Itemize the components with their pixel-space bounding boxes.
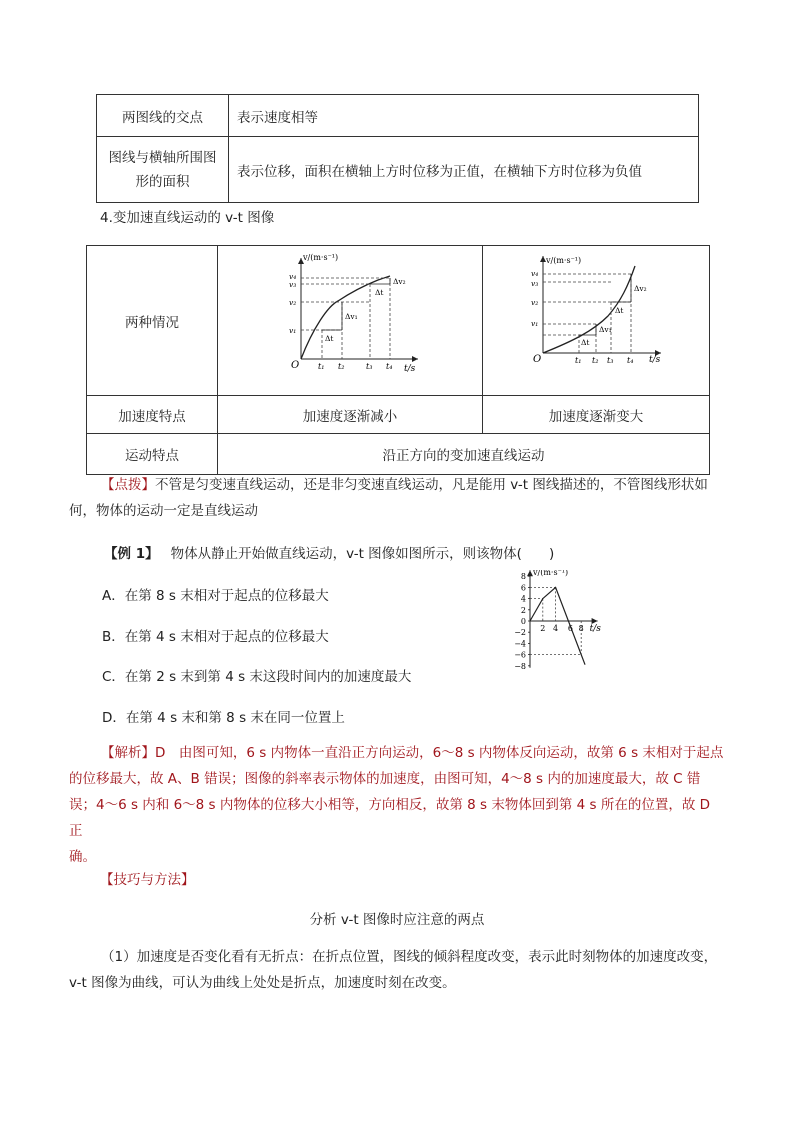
table2-row1-label: 两种情况 (87, 246, 218, 396)
variable-acceleration-table (86, 245, 710, 475)
subtitle: 分析 v-t 图像时应注意的两点 (309, 912, 485, 928)
x-tick-t2: t₂ (592, 356, 599, 365)
tip-paragraph: 【点拨】不管是匀变速直线运动，还是非匀变速直线运动，凡是能用 v-t 图线描述的，不管图线形状如 何，物体的运动一定是直线运动 (69, 477, 708, 519)
graph-cell-increasing (483, 246, 710, 396)
example-y-axis-label: v/(m·s⁻¹) (533, 570, 569, 578)
x-tick-t1: t₁ (318, 362, 325, 371)
table1-row1-desc: 表示速度相等 (229, 95, 699, 137)
example-tag: 【例 1】 (104, 546, 159, 562)
y-tick-v3: v₃ (531, 279, 539, 288)
delta-v1-label: Δv₁ (345, 312, 358, 321)
intersection-area-table (96, 94, 699, 203)
y-tick-v3: v₃ (289, 280, 297, 289)
x-tick-t3: t₃ (366, 362, 373, 371)
analysis-tag: 【解析】 (101, 745, 155, 761)
x-tick-t4: t₄ (386, 362, 393, 371)
table2-row2-left: 加速度逐渐减小 (218, 396, 483, 434)
y-tick-label: 0 (520, 617, 526, 626)
option-d: D．在第 4 s 末和第 8 s 末在同一位置上 (102, 710, 345, 726)
delta-v2-label: Δv₂ (393, 277, 406, 286)
y-tick-v2: v₂ (531, 298, 539, 307)
table2-row3-value: 沿正方向的变加速直线运动 (218, 434, 710, 475)
y-axis-label: v/(m·s⁻¹) (546, 256, 582, 265)
delta-t-label-2: Δt (375, 288, 384, 297)
delta-v1-label: Δv₁ (599, 325, 612, 334)
y-tick-label: 8 (520, 572, 526, 582)
x-axis-label: t/s (649, 355, 661, 365)
y-tick-label: 2 (520, 605, 526, 615)
x-tick-t4: t₄ (627, 356, 634, 365)
graph-acceleration-increasing (483, 246, 709, 391)
y-tick-label: −8 (514, 661, 526, 670)
table2-row2-label: 加速度特点 (87, 396, 218, 434)
analysis-paragraph: 【解析】D 由图可知，6 s 内物体一直沿正方向运动，6～8 s 内物体反向运动，故第 6 s 末相对于起点 的位移最大，故 A、B 错误；图像的斜率表示物体的加速度，由图可知，4～8 s 内的加速度最大，故 C 错 误；4～6 s 内和 6～8 s 内物体的位移大小相等，方向相反，故第 8 s 末物体回到第 4 s 所在的位置，故 D 正 确。 (69, 745, 724, 865)
delta-t-label-1: Δt (325, 334, 334, 343)
y-tick-label: 6 (520, 583, 526, 593)
x-tick-label: 6 (567, 624, 573, 633)
delta-t-label-2: Δt (615, 306, 624, 315)
table2-row3-label: 运动特点 (87, 434, 218, 475)
x-tick-t3: t₃ (607, 356, 614, 365)
graph-cell-decreasing (218, 246, 483, 396)
y-axis-label: v/(m·s⁻¹) (303, 253, 339, 262)
option-a: A．在第 8 s 末相对于起点的位移最大 (102, 588, 329, 604)
y-tick-label: 4 (520, 594, 526, 604)
y-tick-label: −2 (514, 628, 526, 638)
tips-methods-heading: 【技巧与方法】 (100, 872, 195, 888)
table1-row2-desc: 表示位移，面积在横轴上方时位移为正值，在横轴下方时位移为负值 (229, 137, 699, 203)
delta-v2-label: Δv₂ (634, 284, 647, 293)
tip-tag: 【点拨】 (101, 477, 155, 493)
y-tick-label: −4 (514, 639, 526, 649)
example-x-axis-label: t/s (589, 624, 601, 634)
y-tick-v1: v₁ (289, 326, 297, 335)
y-tick-label: −6 (514, 650, 526, 660)
y-tick-v4: v₄ (289, 272, 297, 281)
y-tick-v4: v₄ (531, 269, 539, 278)
x-tick-label: 2 (540, 624, 546, 633)
x-tick-t1: t₁ (575, 356, 582, 365)
table1-row2-label: 图线与横轴所围图 形的面积 (97, 137, 229, 203)
x-tick-t2: t₂ (338, 362, 345, 371)
point1-paragraph: （1）加速度是否变化看有无折点：在折点位置，图线的倾斜程度改变，表示此时刻物体的加速度改变， v-t 图像为曲线，可认为曲线上处处是折点，加速度时刻在改变。 (69, 949, 718, 991)
x-axis-label: t/s (404, 364, 416, 374)
section-4-title: 4.变加速直线运动的 v-t 图像 (100, 210, 275, 226)
option-c: C．在第 2 s 末到第 4 s 末这段时间内的加速度最大 (102, 669, 412, 685)
y-tick-v2: v₂ (289, 298, 297, 307)
option-b: B．在第 4 s 末相对于起点的位移最大 (102, 629, 329, 645)
x-tick-label: 8 (578, 624, 584, 633)
y-tick-v1: v₁ (531, 319, 539, 328)
graph-acceleration-decreasing (218, 246, 482, 391)
example-vt-chart (510, 570, 660, 670)
origin-label: O (291, 360, 300, 371)
x-tick-label: 4 (553, 624, 559, 633)
example-question: 【例 1】 物体从静止开始做直线运动，v-t 图像如图所示，则该物体( ) (104, 546, 555, 562)
table2-row2-right: 加速度逐渐变大 (483, 396, 710, 434)
table1-row1-label: 两图线的交点 (97, 95, 229, 137)
delta-t-label-1: Δt (581, 338, 590, 347)
origin-label: O (533, 354, 542, 365)
